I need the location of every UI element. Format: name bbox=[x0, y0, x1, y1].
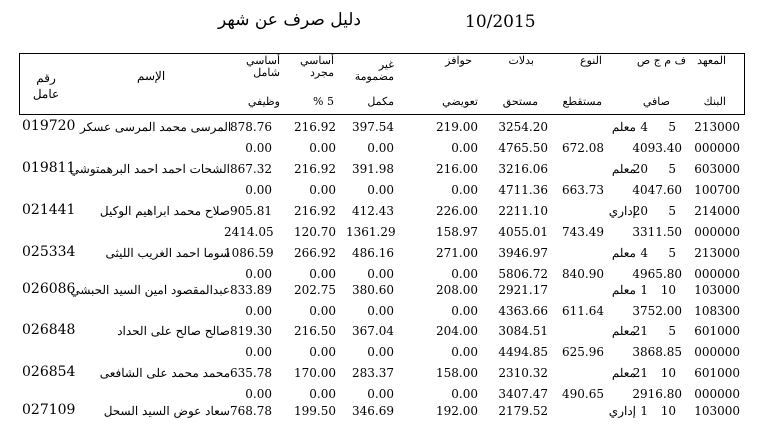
basic-bare: 202.75 bbox=[294, 283, 336, 297]
bank-code: 000000 bbox=[694, 387, 740, 401]
allowances: 3946.97 bbox=[498, 246, 548, 260]
incentives: 208.00 bbox=[436, 283, 478, 297]
job-type: معلم bbox=[611, 366, 636, 380]
net-pay: 2916.80 bbox=[632, 387, 682, 401]
report-period: 10/2015 bbox=[465, 12, 536, 32]
institute-code: 103000 bbox=[694, 404, 740, 418]
non-taxed-2: 1361.29 bbox=[346, 225, 396, 239]
basic-total-2: 0.00 bbox=[245, 387, 272, 401]
institute-code: 601000 bbox=[694, 324, 740, 338]
header-type-2: مستقطع bbox=[562, 95, 602, 108]
employee-name: سعاد عوض السيد السحل bbox=[103, 404, 230, 418]
net-pay: 3868.85 bbox=[632, 345, 682, 359]
basic-total: 635.78 bbox=[230, 366, 272, 380]
gross-due: 4363.66 bbox=[498, 304, 548, 318]
deducted: 611.64 bbox=[562, 304, 604, 318]
incentives: 158.00 bbox=[436, 366, 478, 380]
non-taxed: 486.16 bbox=[352, 246, 394, 260]
incentives-2: 0.00 bbox=[451, 304, 478, 318]
grade-b: 5 bbox=[668, 324, 676, 338]
basic-total: 867.32 bbox=[230, 162, 272, 176]
gross-due: 4494.85 bbox=[498, 345, 548, 359]
bank-code: 000000 bbox=[694, 225, 740, 239]
institute-code: 103000 bbox=[694, 283, 740, 297]
job-type: معلم bbox=[611, 120, 636, 134]
basic-total: 833.89 bbox=[230, 283, 272, 297]
header-basic-bare-1: أساسي bbox=[299, 54, 334, 67]
bank-code: 108300 bbox=[694, 304, 740, 318]
header-allowances-2: مستحق bbox=[502, 95, 538, 108]
header-basic-total-3: وظيفي bbox=[247, 95, 280, 108]
grade-a: 21 bbox=[632, 324, 648, 338]
basic-bare: 266.92 bbox=[294, 246, 336, 260]
non-taxed-2: 0.00 bbox=[367, 345, 394, 359]
grade-b: 5 bbox=[668, 204, 676, 218]
basic-bare-2: 0.00 bbox=[309, 304, 336, 318]
report-title: دليل صرف عن شهر bbox=[218, 10, 361, 30]
institute-code: 213000 bbox=[694, 120, 740, 134]
incentives: 271.00 bbox=[436, 246, 478, 260]
employee-number: 026086 bbox=[22, 281, 76, 297]
gross-due: 3407.47 bbox=[498, 387, 548, 401]
job-type: إداري bbox=[608, 404, 636, 418]
institute-code: 213000 bbox=[694, 246, 740, 260]
institute-code: 603000 bbox=[694, 162, 740, 176]
job-type: معلم bbox=[611, 283, 636, 297]
non-taxed: 283.37 bbox=[352, 366, 394, 380]
header-name: الإسم bbox=[137, 69, 166, 83]
basic-total: 878.76 bbox=[230, 120, 272, 134]
incentives-2: 0.00 bbox=[451, 267, 478, 281]
employee-name: سوما احمد الغريب الليثى bbox=[105, 246, 230, 260]
header-institute-2: البنك bbox=[703, 95, 726, 108]
basic-bare: 216.92 bbox=[294, 204, 336, 218]
deducted: 840.90 bbox=[562, 267, 604, 281]
employee-number: 019811 bbox=[22, 160, 76, 176]
basic-bare: 216.92 bbox=[294, 120, 336, 134]
job-type: معلم bbox=[611, 162, 636, 176]
grade-b: 10 bbox=[660, 366, 676, 380]
header-emp-no: رقم عامل bbox=[32, 71, 60, 101]
grade-a: 4 bbox=[640, 246, 648, 260]
basic-total-2: 2414.05 bbox=[224, 225, 274, 239]
basic-total: 1086.59 bbox=[224, 246, 274, 260]
grade-b: 5 bbox=[668, 120, 676, 134]
header-incentives-2: تعويضي bbox=[442, 95, 478, 108]
bank-code: 000000 bbox=[694, 141, 740, 155]
employee-name: محمد محمد على الشافعى bbox=[99, 366, 230, 380]
deducted: 672.08 bbox=[562, 141, 604, 155]
allowances: 2310.32 bbox=[498, 366, 548, 380]
non-taxed: 391.98 bbox=[352, 162, 394, 176]
header-incentives-1: حوافز bbox=[445, 54, 472, 67]
header-basic-bare-3: % 5 bbox=[313, 95, 334, 108]
header-fmjs-1: ف م ج ص bbox=[636, 54, 686, 67]
grade-a: 20 bbox=[632, 204, 648, 218]
employee-name: صالح صالح على الحداد bbox=[117, 324, 230, 338]
job-type: معلم bbox=[611, 324, 636, 338]
employee-name: الشحات احمد احمد البرهمتوشي bbox=[69, 162, 230, 176]
job-type: إداري bbox=[608, 204, 636, 218]
net-pay: 4965.80 bbox=[632, 267, 682, 281]
grade-b: 10 bbox=[660, 283, 676, 297]
gross-due: 4765.50 bbox=[498, 141, 548, 155]
non-taxed: 346.69 bbox=[352, 404, 394, 418]
allowances: 2179.52 bbox=[498, 404, 548, 418]
basic-bare: 216.92 bbox=[294, 162, 336, 176]
incentives-2: 0.00 bbox=[451, 345, 478, 359]
non-taxed: 380.60 bbox=[352, 283, 394, 297]
non-taxed-2: 0.00 bbox=[367, 304, 394, 318]
non-taxed: 397.54 bbox=[352, 120, 394, 134]
incentives-2: 0.00 bbox=[451, 183, 478, 197]
incentives-2: 158.97 bbox=[436, 225, 478, 239]
header-allowances-1: بدلات bbox=[508, 54, 534, 67]
deducted: 490.65 bbox=[562, 387, 604, 401]
incentives-2: 0.00 bbox=[451, 141, 478, 155]
non-taxed-2: 0.00 bbox=[367, 141, 394, 155]
employee-number: 019720 bbox=[22, 118, 76, 134]
institute-code: 214000 bbox=[694, 204, 740, 218]
basic-total: 819.30 bbox=[230, 324, 272, 338]
job-type: معلم bbox=[611, 246, 636, 260]
bank-code: 100700 bbox=[694, 183, 740, 197]
basic-bare-2: 0.00 bbox=[309, 141, 336, 155]
non-taxed: 367.04 bbox=[352, 324, 394, 338]
allowances: 2211.10 bbox=[498, 204, 548, 218]
non-taxed-2: 0.00 bbox=[367, 267, 394, 281]
basic-total-2: 0.00 bbox=[245, 345, 272, 359]
employee-number: 021441 bbox=[22, 202, 76, 218]
incentives: 204.00 bbox=[436, 324, 478, 338]
employee-name: المرسى محمد المرسى عسكر bbox=[80, 120, 232, 134]
allowances: 3084.51 bbox=[498, 324, 548, 338]
non-taxed: 412.43 bbox=[352, 204, 394, 218]
net-pay: 3752.00 bbox=[632, 304, 682, 318]
basic-bare: 170.00 bbox=[294, 366, 336, 380]
incentives: 216.00 bbox=[436, 162, 478, 176]
grade-a: 21 bbox=[632, 366, 648, 380]
net-pay: 3311.50 bbox=[632, 225, 682, 239]
deducted: 743.49 bbox=[562, 225, 604, 239]
basic-total: 768.78 bbox=[230, 404, 272, 418]
basic-bare-2: 0.00 bbox=[309, 267, 336, 281]
employee-number: 026848 bbox=[22, 322, 76, 338]
basic-total-2: 0.00 bbox=[245, 141, 272, 155]
grade-a: 20 bbox=[632, 162, 648, 176]
header-non-taxed-1: غير bbox=[378, 58, 394, 71]
bank-code: 000000 bbox=[694, 267, 740, 281]
allowances: 2921.17 bbox=[498, 283, 548, 297]
basic-bare-2: 0.00 bbox=[309, 183, 336, 197]
employee-name: عبدالمقصود امين السيد الحبشي bbox=[70, 283, 230, 297]
net-pay: 4047.60 bbox=[632, 183, 682, 197]
incentives: 192.00 bbox=[436, 404, 478, 418]
grade-b: 10 bbox=[660, 404, 676, 418]
deducted: 625.96 bbox=[562, 345, 604, 359]
grade-a: 1 bbox=[640, 404, 648, 418]
basic-bare-2: 120.70 bbox=[294, 225, 336, 239]
institute-code: 601000 bbox=[694, 366, 740, 380]
employee-number: 025334 bbox=[22, 244, 76, 260]
basic-bare-2: 0.00 bbox=[309, 345, 336, 359]
non-taxed-2: 0.00 bbox=[367, 387, 394, 401]
grade-b: 5 bbox=[668, 162, 676, 176]
basic-bare-2: 0.00 bbox=[309, 387, 336, 401]
basic-total-2: 0.00 bbox=[245, 304, 272, 318]
employee-number: 026854 bbox=[22, 364, 76, 380]
header-non-taxed-3: مكمل bbox=[367, 95, 394, 108]
header-basic-total-2: شامل bbox=[253, 66, 280, 79]
employee-name: صلاح محمد ابراهيم الوكيل bbox=[99, 204, 230, 218]
header-basic-bare-2: مجرد bbox=[310, 66, 334, 79]
gross-due: 4055.01 bbox=[498, 225, 548, 239]
basic-bare: 216.50 bbox=[294, 324, 336, 338]
net-pay: 4093.40 bbox=[632, 141, 682, 155]
header-non-taxed-2: مضمومة bbox=[354, 70, 394, 83]
incentives: 226.00 bbox=[436, 204, 478, 218]
allowances: 3216.06 bbox=[498, 162, 548, 176]
basic-total-2: 0.00 bbox=[245, 267, 272, 281]
grade-a: 4 bbox=[640, 120, 648, 134]
incentives-2: 0.00 bbox=[451, 387, 478, 401]
header-type-1: النوع bbox=[580, 54, 602, 67]
header-fmjs-2: صافي bbox=[642, 95, 670, 108]
grade-a: 1 bbox=[640, 283, 648, 297]
basic-total: 905.81 bbox=[230, 204, 272, 218]
header-institute-1: المعهد bbox=[697, 54, 726, 67]
non-taxed-2: 0.00 bbox=[367, 183, 394, 197]
deducted: 663.73 bbox=[562, 183, 604, 197]
allowances: 3254.20 bbox=[498, 120, 548, 134]
basic-total-2: 0.00 bbox=[245, 183, 272, 197]
incentives: 219.00 bbox=[436, 120, 478, 134]
bank-code: 000000 bbox=[694, 345, 740, 359]
header-basic-total-1: أساسي bbox=[245, 54, 280, 67]
basic-bare: 199.50 bbox=[294, 404, 336, 418]
grade-b: 5 bbox=[668, 246, 676, 260]
gross-due: 5806.72 bbox=[498, 267, 548, 281]
employee-number: 027109 bbox=[22, 402, 76, 418]
gross-due: 4711.36 bbox=[498, 183, 548, 197]
